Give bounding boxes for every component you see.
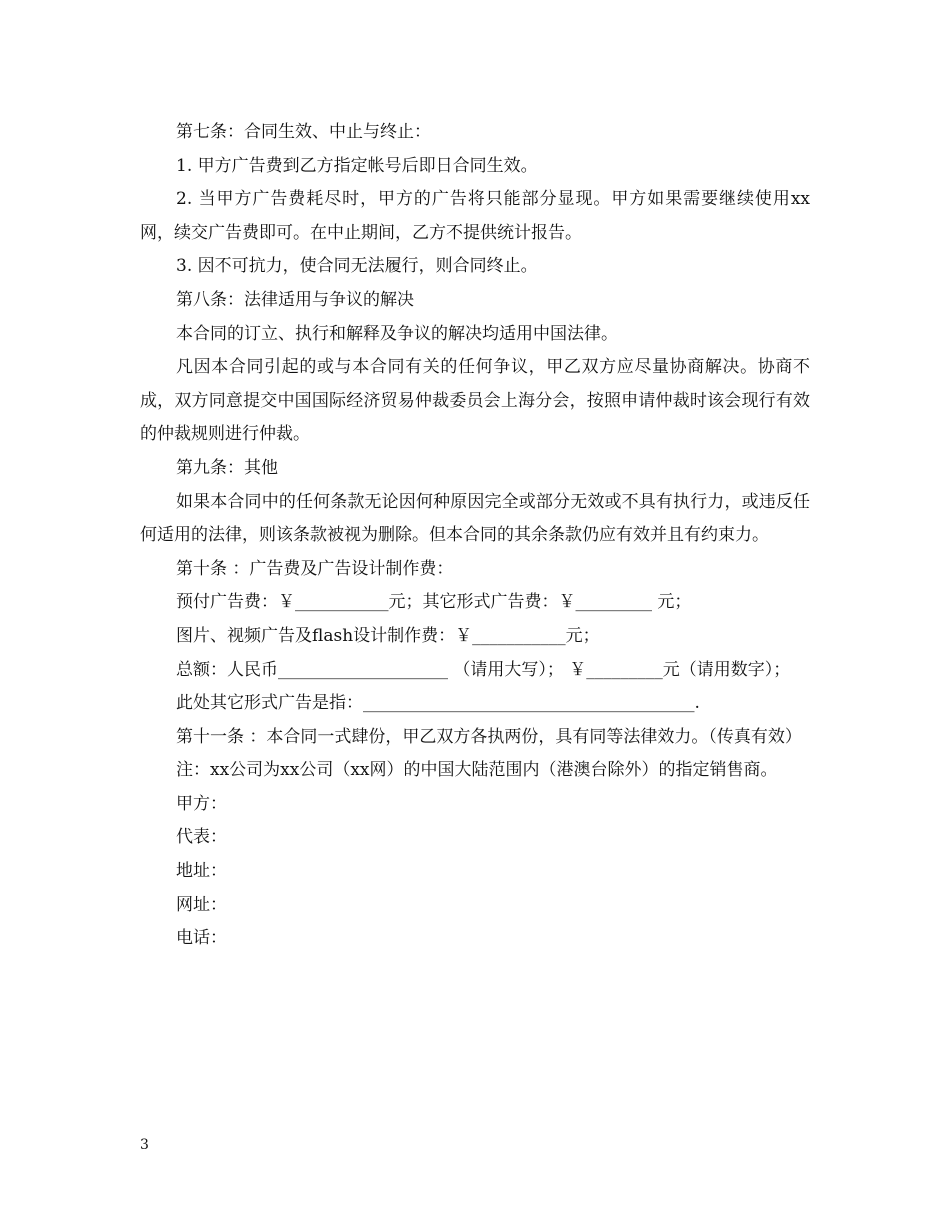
representative-label: 代表： <box>176 827 227 848</box>
article-9-severability: 如果本合同中的任何条款无论因何种原因完全或部分无效或不具有执行力，或违反任何适用的法律，则该条款被视为删除。但本合同的其余条款仍应有效并且有约束力。 <box>140 491 810 546</box>
address-label: 地址： <box>176 861 227 882</box>
other-ad-form-line: 此处其它形式广告是指：_______________________________________. <box>176 693 700 714</box>
article-10-heading: 第十条 ：广告费及广告设计制作费： <box>176 558 454 579</box>
article-7-clause-3: 3. 因不可抗力，使合同无法履行，则合同终止。 <box>176 256 538 277</box>
article-11-copies: 第十一条 ：本合同一式肆份，甲乙双方各执两份，具有同等法律效力。（传真有效） <box>176 726 802 747</box>
article-8-governing-law: 本合同的订立、执行和解释及争议的解决均适用中国法律。 <box>176 323 618 344</box>
phone-label: 电话： <box>176 928 227 949</box>
design-fee-line: 图片、视频广告及flash设计制作费：￥___________元； <box>176 625 600 646</box>
article-9-heading: 第九条：其他 <box>176 457 278 478</box>
contract-body <box>140 116 810 956</box>
page-number: 3 <box>140 1137 149 1153</box>
prepaid-fee-line: 预付广告费：￥___________元；其它形式广告费：￥_________ 元； <box>176 592 692 613</box>
article-7-clause-2: 2. 当甲方广告费耗尽时，甲方的广告将只能部分显现。甲方如果需要继续使用xx网，续交广告费即可。在中止期间，乙方不提供统计报告。 <box>140 189 810 243</box>
article-7-heading: 第七条：合同生效、中止与终止： <box>176 122 431 142</box>
article-8-dispute-resolution: 凡因本合同引起的或与本合同有关的任何争议，甲乙双方应尽量协商解决。协商不成，双方同意提交中国国际经济贸易仲裁委员会上海分会，按照申请仲裁时该会现行有效的仲裁规则进行仲裁。 <box>140 357 810 445</box>
party-a-label: 甲方： <box>176 793 227 814</box>
article-7-clause-1: 1. 甲方广告费到乙方指定帐号后即日合同生效。 <box>176 155 538 176</box>
website-label: 网址： <box>176 894 227 915</box>
total-amount-line: 总额：人民币____________________ （请用大写）； ￥_________元（请用数字）； <box>176 659 791 680</box>
article-8-heading: 第八条：法律适用与争议的解决 <box>176 289 414 310</box>
note-line: 注：xx公司为xx公司（xx网）的中国大陆范围内（港澳台除外）的指定销售商。 <box>176 760 778 781</box>
